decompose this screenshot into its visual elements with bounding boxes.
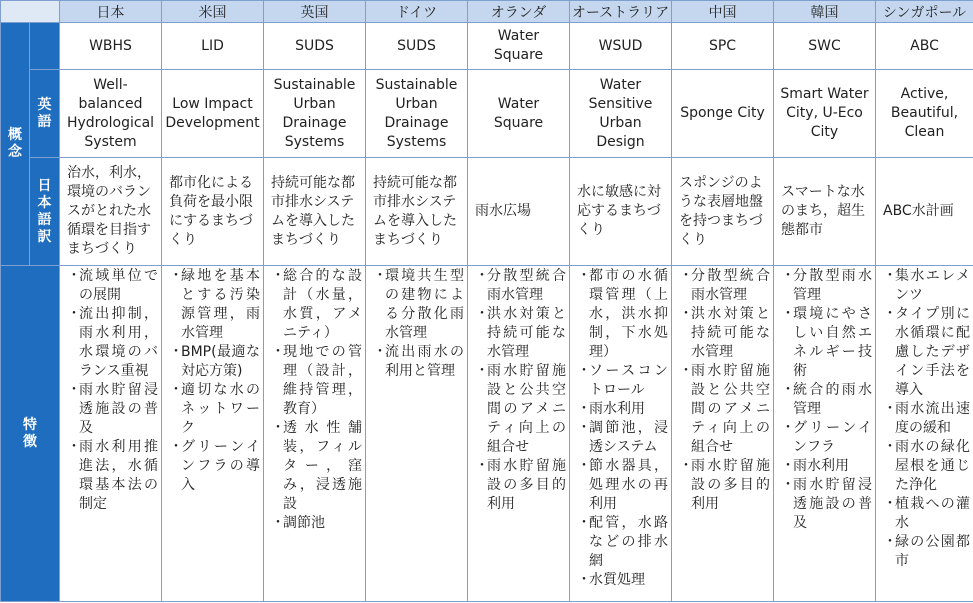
- japanese-header: 日本語訳: [30, 158, 60, 266]
- feature-text: 分散型雨水管理: [793, 268, 872, 303]
- english-header: 英語: [30, 70, 60, 158]
- feature-item: [575, 400, 668, 419]
- english-name-cell: Sponge City: [672, 70, 774, 158]
- header-row: [1, 1, 973, 23]
- bullet-mark: ・: [679, 458, 693, 474]
- feature-text: 雨水の緑化屋根を通じた浄化: [895, 439, 970, 493]
- english-row: [1, 70, 973, 158]
- country-header: 韓国: [774, 1, 876, 23]
- country-header: 米国: [162, 1, 264, 23]
- feature-item: [269, 514, 362, 533]
- bullet-mark: ・: [883, 306, 897, 322]
- feature-text: 節水器具，処理水の再利用: [589, 458, 668, 512]
- bullet-mark: ・: [577, 420, 591, 436]
- bullet-mark: ・: [169, 344, 183, 360]
- country-header: 中国: [672, 1, 774, 23]
- feature-list: [881, 267, 970, 571]
- abbrev-cell: LID: [162, 23, 264, 70]
- feature-item: [371, 343, 464, 381]
- english-name-cell: Well-balanced Hydrological System: [60, 70, 162, 158]
- english-name-cell: Sustainable Urban Drainage Systems: [264, 70, 366, 158]
- abbrev-cell: WBHS: [60, 23, 162, 70]
- abbrev-cell: SUDS: [264, 23, 366, 70]
- feature-item: [167, 343, 260, 381]
- features-cell: [570, 266, 672, 602]
- feature-item: [167, 267, 260, 343]
- feature-text: 緑の公園都市: [895, 534, 970, 569]
- japanese-name-cell: 都市化による負荷を最小限にするまちづくり: [162, 158, 264, 266]
- feature-text: BMP(最適な対応方策): [181, 344, 260, 379]
- abbrev-cell: ABC: [876, 23, 973, 70]
- bullet-mark: ・: [781, 306, 795, 322]
- feature-item: [677, 267, 770, 305]
- abbrev-cell: SPC: [672, 23, 774, 70]
- feature-text: 集水エレメンツ: [895, 268, 970, 303]
- feature-item: [779, 457, 872, 476]
- bullet-mark: ・: [883, 439, 897, 455]
- feature-item: [575, 514, 668, 571]
- bullet-mark: ・: [67, 439, 81, 455]
- country-header: オーストラリア: [570, 1, 672, 23]
- feature-text: 調節池，浸透システム: [589, 420, 668, 455]
- bullet-mark: ・: [577, 572, 591, 588]
- feature-text: 洪水対策と持続可能な水管理: [487, 306, 566, 360]
- feature-item: [779, 476, 872, 533]
- feature-item: [881, 438, 970, 495]
- feature-text: 現地での管理（設計，維持管理，教育）: [283, 344, 362, 417]
- country-header: 日本: [60, 1, 162, 23]
- bullet-mark: ・: [475, 268, 489, 284]
- bullet-mark: ・: [781, 458, 795, 474]
- bullet-mark: ・: [883, 401, 897, 417]
- feature-list: [473, 267, 566, 514]
- feature-item: [65, 267, 158, 305]
- abbrev-cell: Water Square: [468, 23, 570, 70]
- feature-text: 適切な水のネットワーク: [181, 382, 260, 436]
- japanese-name-cell: 持続可能な都市排水システムを導入したまちづくり: [264, 158, 366, 266]
- japanese-row: [1, 158, 973, 266]
- feature-item: [575, 362, 668, 400]
- feature-item: [269, 267, 362, 343]
- bullet-mark: ・: [169, 439, 183, 455]
- feature-text: 雨水利用推進法，水循環基本法の制定: [79, 439, 158, 512]
- japanese-name-cell: スポンジのような表層地盤を持つまちづくり: [672, 158, 774, 266]
- bullet-mark: ・: [883, 268, 897, 284]
- bullet-mark: ・: [781, 420, 795, 436]
- japanese-name-cell: 水に敏感に対応するまちづくり: [570, 158, 672, 266]
- japanese-name-cell: 治水，利水，環境のバランスがとれた水循環を目指すまちづくり: [60, 158, 162, 266]
- feature-text: 透水性舗装，フィルター，窪み，浸透施設: [283, 420, 362, 512]
- feature-text: 雨水利用: [793, 458, 849, 474]
- bullet-mark: ・: [67, 382, 81, 398]
- feature-list: [677, 267, 770, 514]
- bullet-mark: ・: [373, 344, 387, 360]
- bullet-mark: ・: [67, 306, 81, 322]
- features-cell: [60, 266, 162, 602]
- features-cell: [366, 266, 468, 602]
- feature-text: 雨水貯留施設と公共空間のアメニティ向上の組合せ: [487, 363, 566, 455]
- feature-item: [779, 305, 872, 381]
- bullet-mark: ・: [169, 268, 183, 284]
- feature-text: グリーンインフラ: [793, 420, 872, 455]
- english-name-cell: Smart Water City, U-Eco City: [774, 70, 876, 158]
- features-cell: [264, 266, 366, 602]
- feature-text: 雨水貯留浸透施設の普及: [79, 382, 158, 436]
- feature-text: 環境共生型の建物による分散化雨水管理: [385, 268, 464, 341]
- feature-text: 水質処理: [589, 572, 645, 588]
- features-cell: [672, 266, 774, 602]
- bullet-mark: ・: [475, 363, 489, 379]
- feature-text: 洪水対策と持続可能な水管理: [691, 306, 770, 360]
- bullet-mark: ・: [781, 477, 795, 493]
- feature-item: [881, 267, 970, 305]
- features-row: [1, 266, 973, 602]
- feature-text: 雨水貯留浸透施設の普及: [793, 477, 872, 531]
- feature-list: [269, 267, 362, 533]
- feature-item: [371, 267, 464, 343]
- bullet-mark: ・: [475, 306, 489, 322]
- feature-item: [65, 438, 158, 514]
- abbrev-cell: SWC: [774, 23, 876, 70]
- feature-text: 総合的な設計（水量，水質，アメニティ）: [283, 268, 362, 341]
- features-header: 特徴: [1, 266, 60, 602]
- feature-text: 流出雨水の利用と管理: [385, 344, 464, 379]
- feature-item: [269, 419, 362, 514]
- bullet-mark: ・: [67, 268, 81, 284]
- corner-cell: [1, 1, 60, 23]
- feature-item: [779, 267, 872, 305]
- features-cell: [876, 266, 973, 602]
- bullet-mark: ・: [577, 401, 591, 417]
- feature-list: [779, 267, 872, 533]
- feature-text: 配管，水路などの排水網: [589, 515, 668, 569]
- feature-list: [575, 267, 668, 590]
- bullet-mark: ・: [577, 363, 591, 379]
- feature-item: [269, 343, 362, 419]
- bullet-mark: ・: [475, 458, 489, 474]
- feature-text: 植栽への灌水: [895, 496, 970, 531]
- english-name-cell: Sustainable Urban Drainage Systems: [366, 70, 468, 158]
- bullet-mark: ・: [577, 515, 591, 531]
- country-header: 英国: [264, 1, 366, 23]
- feature-item: [881, 495, 970, 533]
- bullet-mark: ・: [781, 268, 795, 284]
- concept-header: 概念: [1, 23, 30, 266]
- bullet-mark: ・: [679, 306, 693, 322]
- feature-item: [779, 419, 872, 457]
- feature-item: [473, 362, 566, 457]
- feature-text: 雨水貯留施設の多目的利用: [691, 458, 770, 512]
- english-name-cell: Active, Beautiful, Clean: [876, 70, 973, 158]
- feature-text: ソースコントロール: [589, 363, 668, 398]
- japanese-name-cell: ABC水計画: [876, 158, 973, 266]
- bullet-mark: ・: [679, 268, 693, 284]
- feature-text: グリーンインフラの導入: [181, 439, 260, 493]
- bullet-mark: ・: [373, 268, 387, 284]
- features-cell: [774, 266, 876, 602]
- feature-item: [65, 305, 158, 381]
- bullet-mark: ・: [883, 534, 897, 550]
- feature-item: [473, 267, 566, 305]
- feature-list: [65, 267, 158, 514]
- feature-item: [167, 438, 260, 495]
- feature-text: タイプ別に水循環に配慮したデザイン手法を導入: [895, 306, 970, 398]
- feature-item: [575, 267, 668, 362]
- feature-text: 雨水利用: [589, 401, 645, 417]
- feature-item: [575, 571, 668, 590]
- feature-item: [677, 305, 770, 362]
- japanese-name-cell: スマートな水のまち，超生態都市: [774, 158, 876, 266]
- feature-item: [677, 457, 770, 514]
- features-cell: [468, 266, 570, 602]
- bullet-mark: ・: [271, 515, 285, 531]
- feature-text: 流域単位での展開: [79, 268, 158, 303]
- feature-item: [881, 533, 970, 571]
- bullet-mark: ・: [169, 382, 183, 398]
- feature-item: [473, 457, 566, 514]
- bullet-mark: ・: [271, 344, 285, 360]
- english-name-cell: Water Square: [468, 70, 570, 158]
- bullet-mark: ・: [577, 458, 591, 474]
- feature-text: 雨水貯留施設と公共空間のアメニティ向上の組合せ: [691, 363, 770, 455]
- feature-item: [65, 381, 158, 438]
- feature-list: [371, 267, 464, 381]
- abbrev-cell: WSUD: [570, 23, 672, 70]
- country-header: シンガポール: [876, 1, 973, 23]
- feature-item: [473, 305, 566, 362]
- features-cell: [162, 266, 264, 602]
- feature-list: [167, 267, 260, 495]
- feature-text: 雨水流出速度の緩和: [895, 401, 970, 436]
- bullet-mark: ・: [271, 268, 285, 284]
- feature-text: 流出抑制，雨水利用，水環境のバランス重視: [79, 306, 158, 379]
- feature-item: [677, 362, 770, 457]
- feature-item: [575, 457, 668, 514]
- country-header: オランダ: [468, 1, 570, 23]
- feature-item: [167, 381, 260, 438]
- abbrev-cell: SUDS: [366, 23, 468, 70]
- feature-text: 分散型統合雨水管理: [691, 268, 770, 303]
- feature-text: 緑地を基本とする汚染源管理，雨水管理: [181, 268, 260, 341]
- feature-text: 調節池: [283, 515, 325, 531]
- japanese-name-cell: 持続可能な都市排水システムを導入したまちづくり: [366, 158, 468, 266]
- country-header: ドイツ: [366, 1, 468, 23]
- bullet-mark: ・: [781, 382, 795, 398]
- feature-item: [575, 419, 668, 457]
- feature-text: 環境にやさしい自然エネルギー技術: [793, 306, 872, 379]
- feature-text: 都市の水循環管理（上水，洪水抑制，下水処理）: [589, 268, 668, 360]
- feature-item: [779, 381, 872, 419]
- bullet-mark: ・: [883, 496, 897, 512]
- bullet-mark: ・: [271, 420, 285, 436]
- abbrev-row: [1, 23, 973, 70]
- japanese-name-cell: 雨水広場: [468, 158, 570, 266]
- english-name-cell: Water Sensitive Urban Design: [570, 70, 672, 158]
- english-name-cell: Low Impact Development: [162, 70, 264, 158]
- bullet-mark: ・: [577, 268, 591, 284]
- abbrev-side-cell: [30, 23, 60, 70]
- feature-text: 雨水貯留施設の多目的利用: [487, 458, 566, 512]
- feature-text: 統合的雨水管理: [793, 382, 872, 417]
- bullet-mark: ・: [679, 363, 693, 379]
- feature-text: 分散型統合雨水管理: [487, 268, 566, 303]
- feature-item: [881, 305, 970, 400]
- feature-item: [881, 400, 970, 438]
